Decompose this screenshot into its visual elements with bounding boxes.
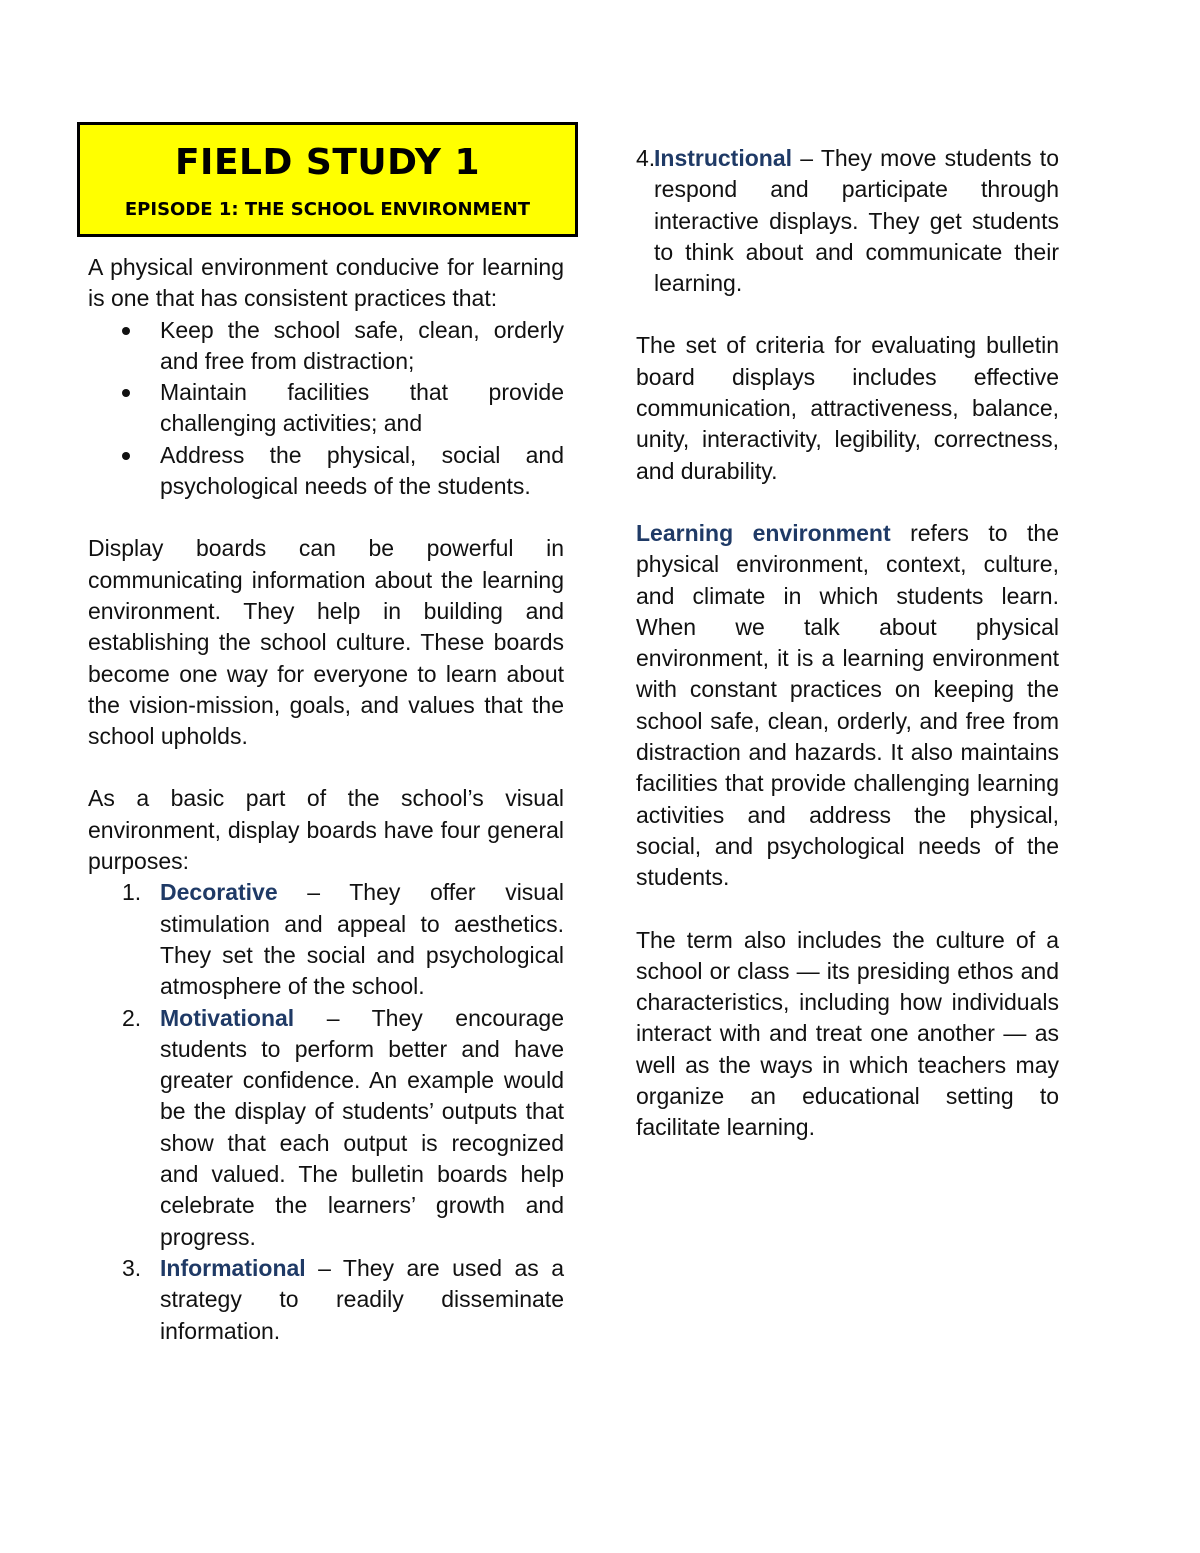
culture-paragraph: The term also includes the culture of a school or class — its presiding ethos and characteristics, including how individuals interact with and treat one another — as well as the ways in which teachers may organize an educational setting to facilitate learning.: [636, 926, 1059, 1141]
list-item: [160, 315, 564, 378]
list-item: [122, 877, 564, 1002]
right-column: [636, 143, 1059, 1144]
left-column: [88, 252, 564, 1347]
purpose-description: – They move students to respond and participate through interactive displays. They get students to think about and communicate their learning.: [654, 145, 1059, 297]
purpose-term: Motivational: [160, 1004, 295, 1031]
purposes-list-continued: [636, 143, 1059, 299]
list-item-text: Address the physical, social and psychological needs of the students.: [160, 441, 564, 500]
list-item: [160, 377, 564, 440]
purpose-description: – They encourage students to perform better and have greater confidence. An example would be the display of students’ outputs that show that each output is recognized and valued. The bulletin boards help celebrate the learners’ growth and progress.: [160, 1004, 564, 1250]
bullet-icon: [122, 327, 130, 335]
bullet-icon: [122, 389, 130, 397]
learning-environment-term: Learning environment: [636, 519, 891, 546]
title-box: [77, 122, 578, 237]
purpose-term: Informational: [160, 1254, 306, 1281]
criteria-paragraph: The set of criteria for evaluating bulletin board displays includes effective communication, attractiveness, balance, unity, interactivity, legibility, correctness, and durability.: [636, 332, 1059, 484]
list-item-number: 4.: [636, 145, 656, 171]
list-item: [636, 143, 1059, 299]
document-title: FIELD STUDY 1: [174, 142, 481, 183]
display-boards-paragraph: Display boards can be powerful in communicating information about the learning environment. They help in building and establishing the school culture. These boards become one way for everyone to learn about the vision-mission, goals, and values that the school upholds.: [88, 535, 564, 750]
purposes-intro-paragraph: As a basic part of the school’s visual environment, display boards have four general purposes:: [88, 785, 564, 875]
purpose-description: – They offer visual stimulation and appeal to aesthetics. They set the social and psychological atmosphere of the school.: [160, 879, 564, 1000]
list-item: [122, 1253, 564, 1347]
list-item-number: 2.: [122, 1004, 142, 1031]
purpose-term: Decorative: [160, 879, 278, 906]
practices-list: [88, 315, 564, 503]
list-item-number: 3.: [122, 1254, 142, 1281]
list-item-text: Keep the school safe, clean, orderly and free from distraction;: [160, 316, 564, 374]
list-item: [122, 1003, 564, 1253]
purposes-list: [88, 877, 564, 1346]
list-item-number: 1.: [122, 879, 142, 906]
purpose-term: Instructional: [654, 145, 793, 171]
list-item-text: Maintain facilities that provide challenging activities; and: [160, 379, 564, 437]
intro-paragraph: A physical environment conducive for learning is one that has consistent practices that:: [88, 254, 564, 312]
episode-subtitle: EPISODE 1: THE SCHOOL ENVIRONMENT: [124, 199, 531, 220]
learning-environment-paragraph: [636, 518, 1059, 894]
learning-environment-text: refers to the physical environment, context, culture, and climate in which students learn. When we talk about physical environment, it is a learning environment with constant practices on keeping the school safe, clean, orderly, and free from distraction and hazards. It also maintains facilities that provide challenging learning activities and address the physical, social, and psychological needs of the students.: [636, 519, 1059, 891]
purpose-description: – They are used as a strategy to readily disseminate information.: [160, 1254, 564, 1344]
bullet-icon: [122, 452, 130, 460]
list-item: [160, 440, 564, 503]
